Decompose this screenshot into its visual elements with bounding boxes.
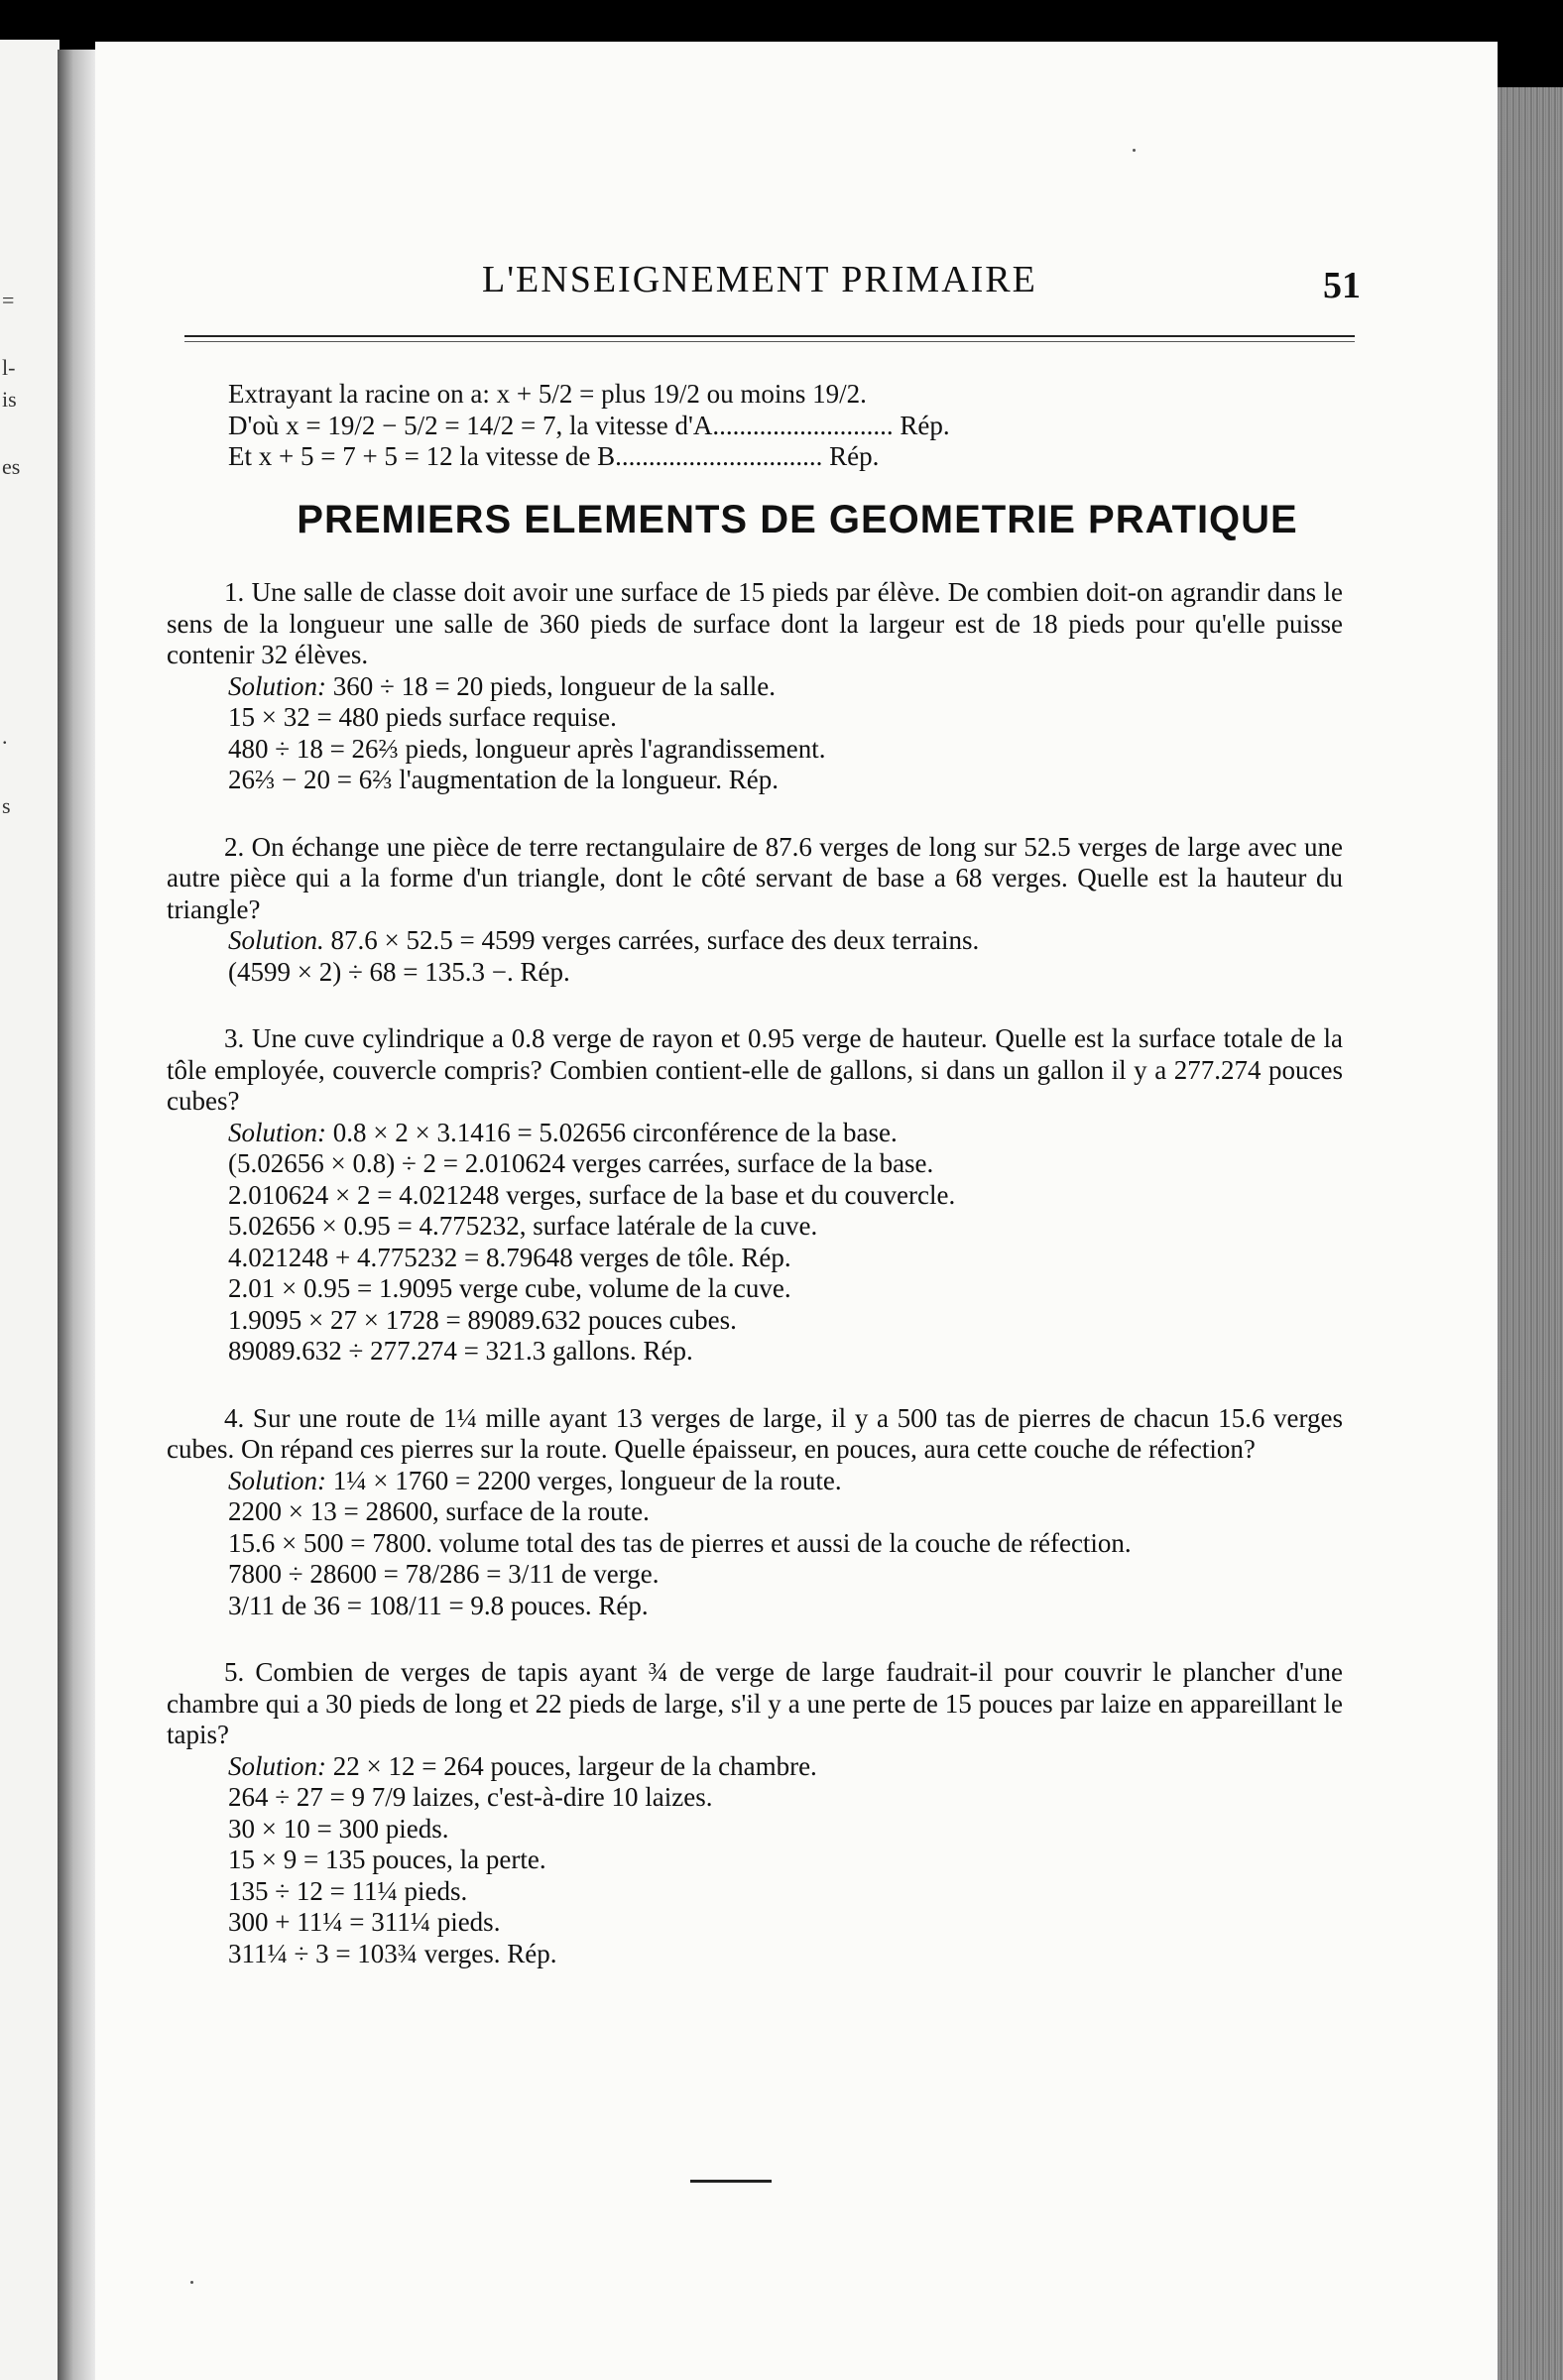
problem-statement: 3. Une cuve cylindrique a 0.8 verge de rayon et 0.95 verge de hauteur. Quelle est la surface totale de la tôle employée, couvercle compris? Combien contient-elle de gallons, si dans un gallon il y a 277.274 pouces cubes? — [167, 1023, 1343, 1116]
solution-line: 5.02656 × 0.95 = 4.775232, surface latérale de la cuve. — [228, 1211, 818, 1241]
problem-5 — [167, 1657, 1343, 1969]
solution-text: 22 × 12 = 264 pouces, largeur de la chambre. — [332, 1750, 817, 1781]
intro-block — [167, 379, 1343, 473]
solution-line: 4.021248 + 4.775232 = 8.79648 verges de tôle. Rép. — [228, 1242, 791, 1272]
solution-line: 30 × 10 = 300 pieds. — [228, 1813, 449, 1844]
solution-line: 135 ÷ 12 = 11¼ pieds. — [228, 1875, 468, 1906]
solution-line: 3/11 de 36 = 108/11 = 9.8 pouces. Rép. — [228, 1590, 649, 1620]
intro-line: Et x + 5 = 7 + 5 = 12 la vitesse de B............................... Rép. — [228, 441, 880, 471]
page-content — [167, 379, 1343, 1969]
problem-statement: 2. On échange une pièce de terre rectangulaire de 87.6 verges de long sur 52.5 verges de large avec une autre pièce qui a la forme d'un triangle, dont le côté servant de base a 68 verges. Quelle est la hauteur du triangle? — [167, 831, 1343, 924]
end-rule — [690, 2180, 772, 2183]
solution-line — [167, 1118, 1343, 1149]
paper-speck — [190, 2281, 193, 2284]
book-gutter — [58, 50, 97, 2380]
page-number: 51 — [1323, 265, 1361, 306]
problem-statement: 5. Combien de verges de tapis ayant ¾ de verge de large faudrait-il pour couvrir le plancher d'une chambre qui a 30 pieds de long et 22 pieds de large, s'il y a une perte de 15 pouces par laize en appareillant le tapis? — [167, 1657, 1343, 1749]
solution-text: 0.8 × 2 × 3.1416 = 5.02656 circonférence de la base. — [332, 1117, 898, 1147]
solution-text: 87.6 × 52.5 = 4599 verges carrées, surface des deux terrains. — [330, 925, 980, 955]
solution-line: 15.6 × 500 = 7800. volume total des tas de pierres et aussi de la couche de réfection. — [228, 1527, 1132, 1558]
problem-3 — [167, 1023, 1343, 1368]
solution-label: Solution: — [228, 1465, 326, 1495]
solution-label: Solution. — [228, 925, 324, 955]
solution-line — [167, 671, 1343, 703]
problem-4 — [167, 1403, 1343, 1622]
solution-line: 15 × 32 = 480 pieds surface requise. — [228, 702, 617, 732]
solution-line: 2.010624 × 2 = 4.021248 verges, surface de la base et du couvercle. — [228, 1179, 956, 1210]
solution-line: 89089.632 ÷ 277.274 = 321.3 gallons. Rép. — [228, 1336, 693, 1366]
solution-line: 2.01 × 0.95 = 1.9095 verge cube, volume de la cuve. — [228, 1273, 791, 1303]
left-page-fragment: l- — [2, 355, 16, 380]
solution-line: 264 ÷ 27 = 9 7/9 laizes, c'est-à-dire 10 laizes. — [228, 1782, 713, 1812]
book-page-edges — [1498, 87, 1563, 2380]
running-title: L'ENSEIGNEMENT PRIMAIRE — [482, 259, 1037, 300]
left-page-fragment: is — [2, 387, 17, 412]
solution-line: 311¼ ÷ 3 = 103¾ verges. Rép. — [228, 1938, 557, 1968]
paper-speck — [1133, 149, 1136, 152]
left-page-fragment: . — [2, 724, 8, 749]
problem-2 — [167, 832, 1343, 989]
problem-statement: 1. Une salle de classe doit avoir une surface de 15 pieds par élève. De combien doit-on agrandir dans le sens de la longueur une salle de 360 pieds de surface dont la largeur est de 18 pieds pour qu'elle puisse contenir 32 élèves. — [167, 577, 1343, 669]
solution-label: Solution: — [228, 1117, 326, 1147]
solution-label: Solution: — [228, 1750, 326, 1781]
left-page-fragment: = — [2, 288, 15, 312]
header-rule — [184, 335, 1355, 342]
solution-line: 15 × 9 = 135 pouces, la perte. — [228, 1844, 546, 1874]
problem-1 — [167, 577, 1343, 796]
book-page — [95, 42, 1498, 2380]
left-page-fragment: es — [2, 454, 21, 479]
problem-statement: 4. Sur une route de 1¼ mille ayant 13 verges de large, il y a 500 tas de pierres de chacun 15.6 verges cubes. On répand ces pierres sur la route. Quelle épaisseur, en pouces, aura cette couche de réfection? — [167, 1402, 1343, 1464]
solution-line — [167, 1751, 1343, 1783]
left-page-fragment: s — [2, 793, 11, 818]
solution-line: (5.02656 × 0.8) ÷ 2 = 2.010624 verges carrées, surface de la base. — [228, 1148, 934, 1178]
section-title: PREMIERS ELEMENTS DE GEOMETRIE PRATIQUE — [297, 497, 1298, 541]
solution-line — [167, 925, 1343, 957]
solution-line: 2200 × 13 = 28600, surface de la route. — [228, 1496, 650, 1526]
solution-line: 1.9095 × 27 × 1728 = 89089.632 pouces cubes. — [228, 1304, 737, 1335]
solution-line: (4599 × 2) ÷ 68 = 135.3 −. Rép. — [228, 956, 570, 987]
solution-label: Solution: — [228, 670, 326, 701]
intro-line: D'où x = 19/2 − 5/2 = 14/2 = 7, la vitesse d'A........................... Rép. — [228, 410, 950, 440]
left-page-sliver — [0, 40, 60, 2380]
solution-line: 7800 ÷ 28600 = 78/286 = 3/11 de verge. — [228, 1559, 660, 1589]
solution-text: 1¼ × 1760 = 2200 verges, longueur de la route. — [332, 1465, 842, 1495]
intro-line: Extrayant la racine on a: x + 5/2 = plus 19/2 ou moins 19/2. — [228, 379, 867, 409]
solution-line: 480 ÷ 18 = 26⅔ pieds, longueur après l'agrandissement. — [228, 733, 826, 764]
solution-line: 300 + 11¼ = 311¼ pieds. — [228, 1907, 501, 1937]
solution-line: 26⅔ − 20 = 6⅔ l'augmentation de la longueur. Rép. — [228, 765, 779, 794]
solution-line — [167, 1466, 1343, 1497]
solution-text: 360 ÷ 18 = 20 pieds, longueur de la salle. — [332, 670, 776, 701]
